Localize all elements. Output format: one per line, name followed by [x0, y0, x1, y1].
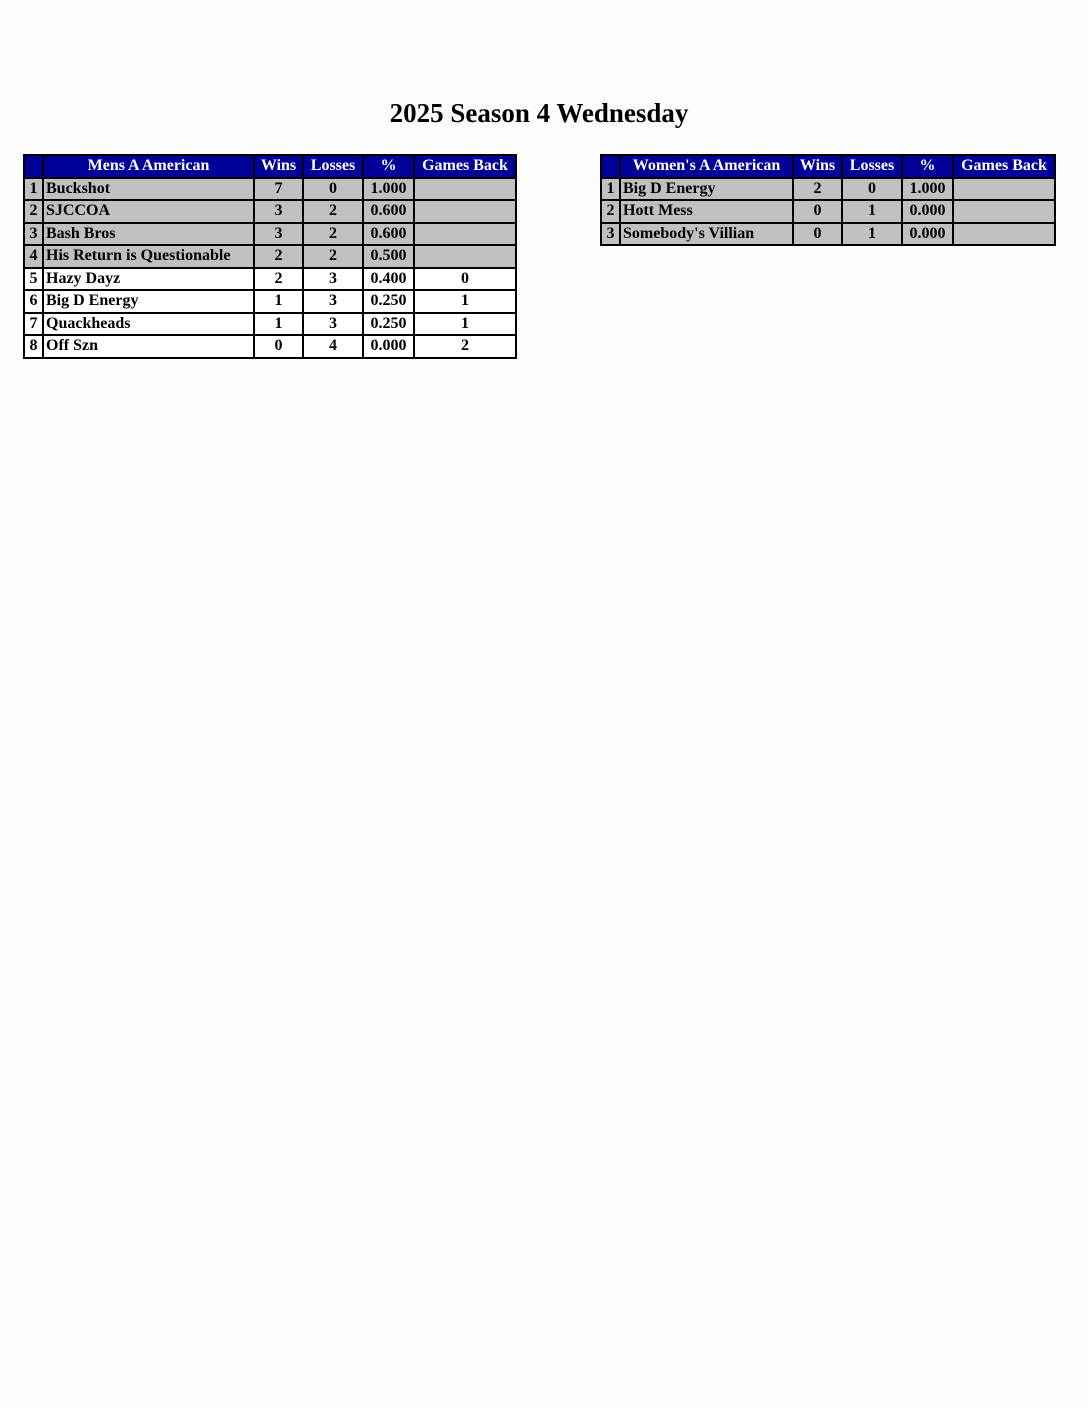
percent-cell: 0.250: [363, 290, 414, 313]
games-back-cell: [953, 223, 1055, 246]
losses-cell: 3: [303, 268, 363, 291]
percent-cell: 0.250: [363, 313, 414, 336]
percent-cell: 0.500: [363, 245, 414, 268]
team-name-cell: Buckshot: [43, 178, 254, 201]
table-row: [601, 200, 1055, 223]
mens-standings-table: [23, 154, 517, 359]
losses-cell: 2: [303, 223, 363, 246]
team-name-cell: Big D Energy: [43, 290, 254, 313]
division-header: Mens A American: [43, 155, 254, 178]
wins-cell: 0: [793, 200, 842, 223]
team-name-cell: Somebody's Villian: [620, 223, 793, 246]
losses-cell: 3: [303, 313, 363, 336]
table-header-row: [601, 155, 1055, 178]
table-row: [24, 313, 516, 336]
games-back-cell: [414, 223, 516, 246]
losses-cell: 0: [303, 178, 363, 201]
wins-cell: 1: [254, 313, 303, 336]
losses-cell: 0: [842, 178, 902, 201]
rank-cell: 2: [601, 200, 620, 223]
wins-cell: 3: [254, 223, 303, 246]
table-row: [601, 223, 1055, 246]
wins-cell: 2: [254, 245, 303, 268]
wins-cell: 0: [254, 335, 303, 358]
games-back-cell: [414, 178, 516, 201]
percent-cell: 0.600: [363, 200, 414, 223]
table-row: [24, 200, 516, 223]
rank-header: [24, 155, 43, 178]
rank-cell: 8: [24, 335, 43, 358]
percent-cell: 1.000: [902, 178, 953, 201]
games-back-cell: [953, 200, 1055, 223]
table-row: [601, 178, 1055, 201]
games-back-cell: 1: [414, 290, 516, 313]
rank-cell: 5: [24, 268, 43, 291]
rank-header: [601, 155, 620, 178]
games-back-cell: 0: [414, 268, 516, 291]
team-name-cell: Hazy Dayz: [43, 268, 254, 291]
division-header: Women's A American: [620, 155, 793, 178]
percent-header: %: [363, 155, 414, 178]
wins-cell: 2: [254, 268, 303, 291]
losses-header: Losses: [842, 155, 902, 178]
rank-cell: 3: [24, 223, 43, 246]
team-name-cell: His Return is Questionable: [43, 245, 254, 268]
games-back-cell: 1: [414, 313, 516, 336]
percent-cell: 0.400: [363, 268, 414, 291]
wins-cell: 0: [793, 223, 842, 246]
wins-cell: 3: [254, 200, 303, 223]
table-row: [24, 290, 516, 313]
team-name-cell: Off Szn: [43, 335, 254, 358]
games-back-cell: 2: [414, 335, 516, 358]
losses-cell: 2: [303, 200, 363, 223]
rank-cell: 4: [24, 245, 43, 268]
games-back-cell: [953, 178, 1055, 201]
losses-cell: 4: [303, 335, 363, 358]
rank-cell: 7: [24, 313, 43, 336]
team-name-cell: SJCCOA: [43, 200, 254, 223]
team-name-cell: Hott Mess: [620, 200, 793, 223]
table-row: [24, 223, 516, 246]
games-back-header: Games Back: [953, 155, 1055, 178]
losses-header: Losses: [303, 155, 363, 178]
team-name-cell: Bash Bros: [43, 223, 254, 246]
games-back-cell: [414, 245, 516, 268]
percent-header: %: [902, 155, 953, 178]
rank-cell: 6: [24, 290, 43, 313]
percent-cell: 0.600: [363, 223, 414, 246]
table-header-row: [24, 155, 516, 178]
table-row: [24, 335, 516, 358]
rank-cell: 3: [601, 223, 620, 246]
table-row: [24, 245, 516, 268]
losses-cell: 1: [842, 223, 902, 246]
percent-cell: 1.000: [363, 178, 414, 201]
rank-cell: 1: [601, 178, 620, 201]
table-row: [24, 268, 516, 291]
percent-cell: 0.000: [902, 223, 953, 246]
wins-cell: 2: [793, 178, 842, 201]
losses-cell: 3: [303, 290, 363, 313]
womens-standings-table: [600, 154, 1056, 246]
rank-cell: 1: [24, 178, 43, 201]
team-name-cell: Quackheads: [43, 313, 254, 336]
page-title: 2025 Season 4 Wednesday: [389, 98, 689, 128]
table-row: [24, 178, 516, 201]
games-back-header: Games Back: [414, 155, 516, 178]
games-back-cell: [414, 200, 516, 223]
wins-header: Wins: [254, 155, 303, 178]
wins-cell: 1: [254, 290, 303, 313]
percent-cell: 0.000: [363, 335, 414, 358]
rank-cell: 2: [24, 200, 43, 223]
percent-cell: 0.000: [902, 200, 953, 223]
losses-cell: 2: [303, 245, 363, 268]
wins-cell: 7: [254, 178, 303, 201]
team-name-cell: Big D Energy: [620, 178, 793, 201]
losses-cell: 1: [842, 200, 902, 223]
wins-header: Wins: [793, 155, 842, 178]
